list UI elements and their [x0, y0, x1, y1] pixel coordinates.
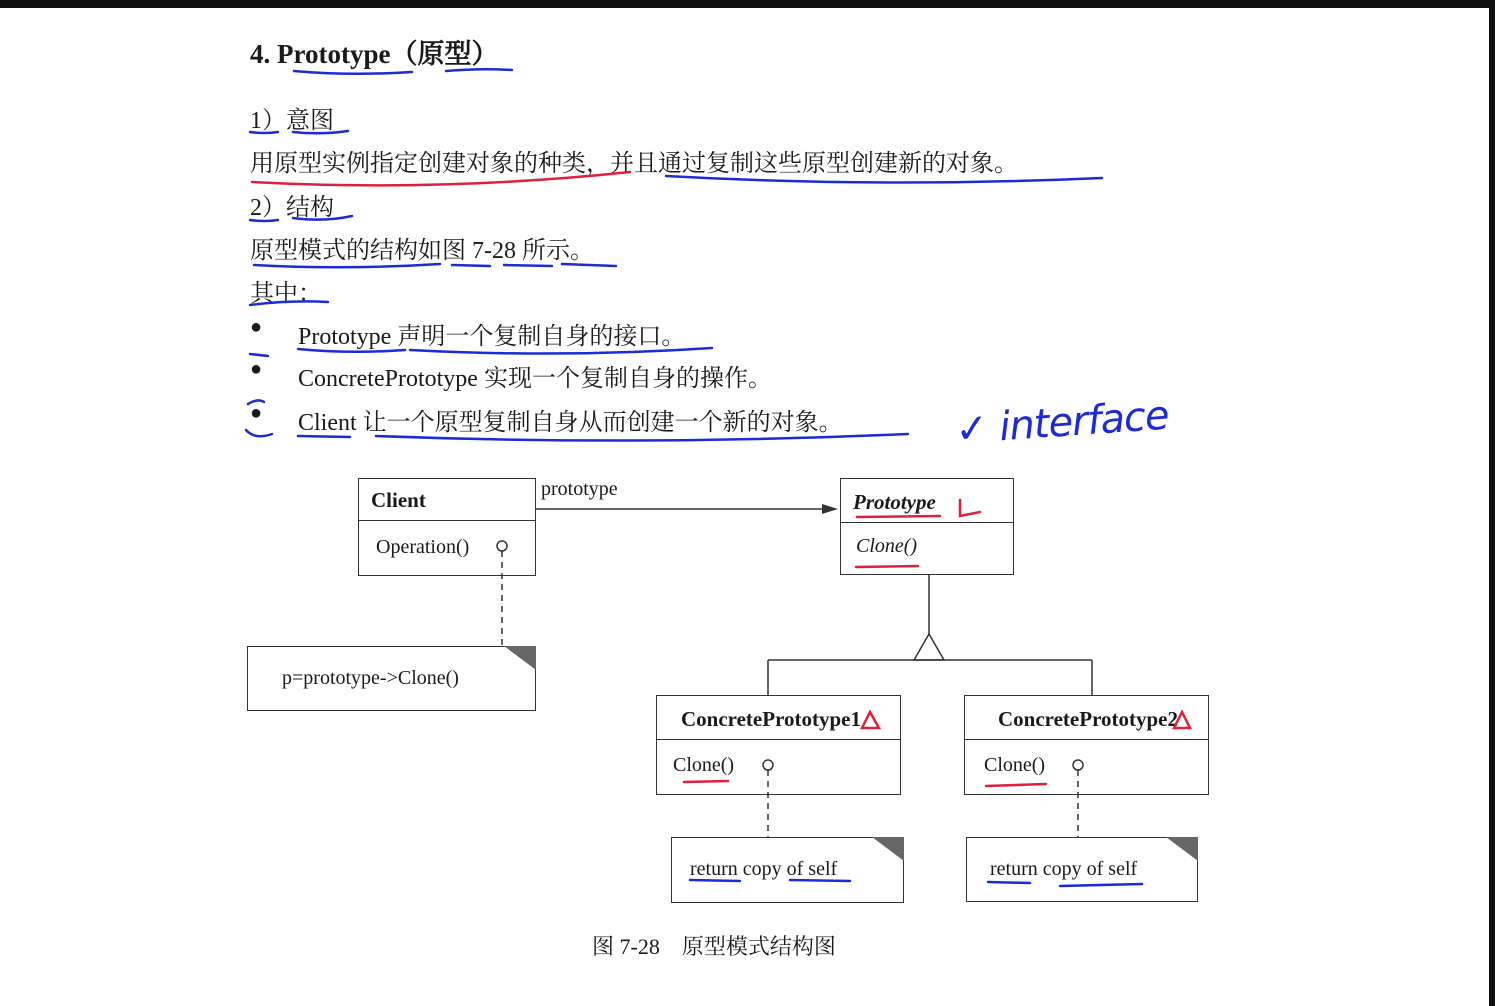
heading-title: Prototype	[277, 39, 391, 69]
bullet-text: Prototype 声明一个复制自身的接口。	[298, 324, 686, 350]
among-label: 其中：	[250, 281, 322, 307]
bullet-dot: ●	[250, 402, 263, 424]
red-pen-marks	[252, 172, 1190, 786]
inheritance-triangle-icon	[914, 634, 944, 660]
pin-icon	[763, 760, 773, 770]
heading-number: 4.	[250, 39, 271, 69]
structure-text: 原型模式的结构如图 7-28 所示。	[250, 238, 594, 264]
prototype-class-name: Prototype	[853, 490, 936, 514]
bullet-dot: ●	[250, 358, 263, 380]
concrete-prototype2-name: ConcretePrototype2	[998, 707, 1178, 731]
concrete2-note-text: return copy of self	[990, 858, 1138, 880]
structure-label: 2）结构	[250, 195, 334, 221]
blue-pen-underlines	[246, 69, 1142, 886]
pin-icon	[1073, 760, 1083, 770]
bullet-dot: ●	[250, 316, 263, 338]
bullet-text: Client 让一个原型复制自身从而创建一个新的对象。	[298, 410, 843, 436]
intent-label: 1）意图	[250, 108, 334, 134]
association-label: prototype	[541, 478, 618, 500]
concrete-prototype2-operation: Clone()	[984, 754, 1046, 776]
prototype-operation: Clone()	[856, 535, 918, 557]
bullet-text: ConcretePrototype 实现一个复制自身的操作。	[298, 366, 772, 392]
concrete-prototype1-operation: Clone()	[673, 754, 735, 776]
client-note-text: p=prototype->Clone()	[282, 667, 459, 689]
concrete-prototype1-name: ConcretePrototype1	[681, 707, 861, 731]
pin-icon	[497, 541, 507, 551]
heading-title-cn: （原型）	[390, 39, 499, 69]
figure-caption: 图 7-28 原型模式结构图	[592, 934, 836, 959]
handwritten-annotation: ✓ interface	[953, 392, 1170, 454]
association-arrowhead	[822, 504, 838, 514]
client-class-name: Client	[371, 488, 426, 512]
concrete1-note-text: return copy of self	[690, 858, 838, 880]
intent-text: 用原型实例指定创建对象的种类，并且通过复制这些原型创建新的对象。	[250, 151, 1018, 177]
client-operation: Operation()	[376, 536, 470, 558]
